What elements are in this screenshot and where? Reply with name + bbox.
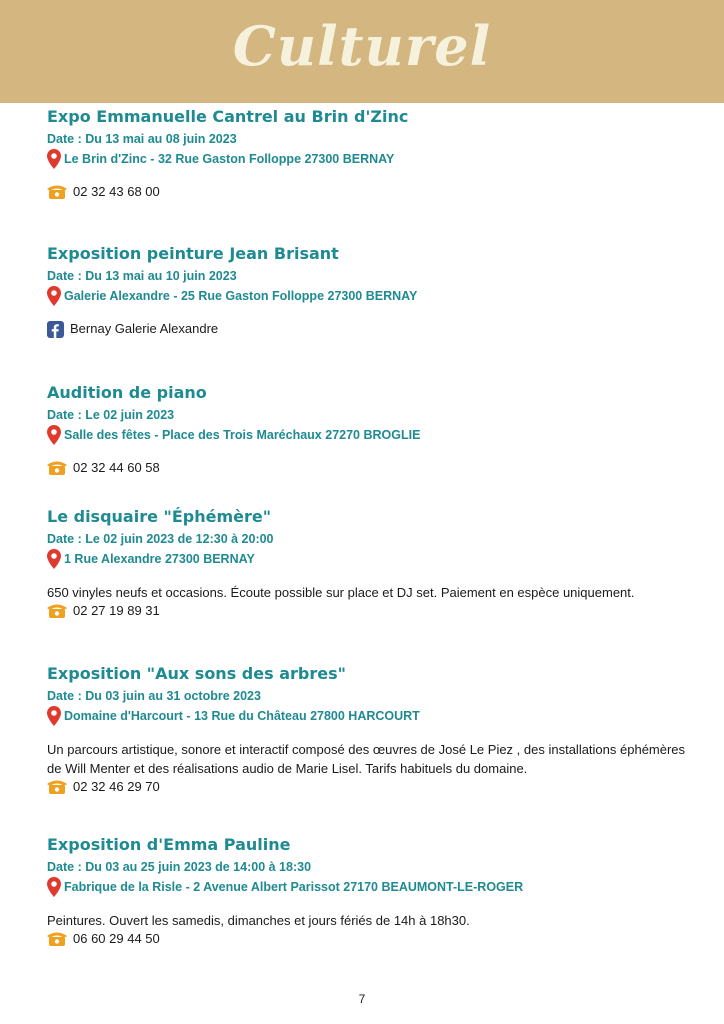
event-location (47, 877, 687, 897)
event-title: Expo Emmanuelle Cantrel au Brin d'Zinc (47, 107, 409, 126)
event-contact (47, 930, 687, 948)
phone-icon (47, 604, 67, 618)
event-item (47, 107, 687, 201)
event-contact (47, 183, 687, 201)
phone-icon (47, 932, 67, 946)
location-pin-icon (47, 286, 61, 306)
page-number: 7 (358, 992, 366, 1006)
event-contact[interactable] (47, 320, 687, 338)
event-title: Exposition d'Emma Pauline (47, 835, 291, 854)
event-location (47, 425, 687, 445)
event-location-text: Le Brin d'Zinc - 32 Rue Gaston Folloppe 27300 BERNAY (64, 152, 395, 166)
event-location (47, 149, 687, 169)
location-pin-icon (47, 549, 61, 569)
event-contact (47, 602, 687, 620)
event-location (47, 706, 687, 726)
event-date: Date : Le 02 juin 2023 de 12:30 à 20:00 (47, 532, 274, 546)
event-location-text: 1 Rue Alexandre 27300 BERNAY (64, 552, 255, 566)
section-title: Culturel (232, 14, 492, 78)
location-pin-icon (47, 425, 61, 445)
event-date: Date : Du 03 juin au 31 octobre 2023 (47, 689, 261, 703)
phone-icon (47, 780, 67, 794)
header-banner (0, 0, 724, 103)
event-item (47, 383, 687, 477)
location-pin-icon (47, 706, 61, 726)
event-item (47, 244, 687, 338)
event-contact (47, 459, 687, 477)
event-phone: 02 32 46 29 70 (73, 779, 160, 794)
event-title: Audition de piano (47, 383, 207, 402)
event-item (47, 835, 687, 948)
event-phone: 02 27 19 89 31 (73, 603, 160, 618)
event-title: Exposition "Aux sons des arbres" (47, 664, 346, 683)
event-location (47, 549, 687, 569)
phone-icon (47, 461, 67, 475)
event-title: Exposition peinture Jean Brisant (47, 244, 339, 263)
event-title: Le disquaire "Éphémère" (47, 507, 272, 526)
event-item (47, 507, 687, 620)
event-location (47, 286, 687, 306)
event-phone: 06 60 29 44 50 (73, 931, 160, 946)
event-location-text: Salle des fêtes - Place des Trois Maréchaux 27270 BROGLIE (64, 428, 421, 442)
event-item (47, 664, 687, 796)
location-pin-icon (47, 877, 61, 897)
event-description: Peintures. Ouvert les samedis, dimanches et jours fériés de 14h à 18h30. (47, 913, 470, 928)
event-location-text: Galerie Alexandre - 25 Rue Gaston Folloppe 27300 BERNAY (64, 289, 418, 303)
event-date: Date : Le 02 juin 2023 (47, 408, 175, 422)
facebook-icon[interactable] (47, 321, 64, 338)
event-phone: 02 32 44 60 58 (73, 460, 160, 475)
event-location-text: Domaine d'Harcourt - 13 Rue du Château 27800 HARCOURT (64, 709, 420, 723)
location-pin-icon (47, 149, 61, 169)
event-contact (47, 778, 687, 796)
event-phone: 02 32 43 68 00 (73, 184, 160, 199)
event-location-text: Fabrique de la Risle - 2 Avenue Albert Parissot 27170 BEAUMONT-LE-ROGER (64, 880, 524, 894)
event-description: Un parcours artistique, sonore et interactif composé des œuvres de José Le Piez , des installations éphémères de Will Menter et des réalisations audio de Marie Lisel. Tarifs habituels du domaine. (47, 742, 686, 776)
event-date: Date : Du 13 mai au 08 juin 2023 (47, 132, 237, 146)
event-date: Date : Du 13 mai au 10 juin 2023 (47, 269, 237, 283)
facebook-page-link[interactable]: Bernay Galerie Alexandre (70, 321, 219, 336)
phone-icon (47, 185, 67, 199)
event-date: Date : Du 03 au 25 juin 2023 de 14:00 à 18:30 (47, 860, 312, 874)
event-description: 650 vinyles neufs et occasions. Écoute possible sur place et DJ set. Paiement en espèce uniquement. (47, 585, 635, 600)
